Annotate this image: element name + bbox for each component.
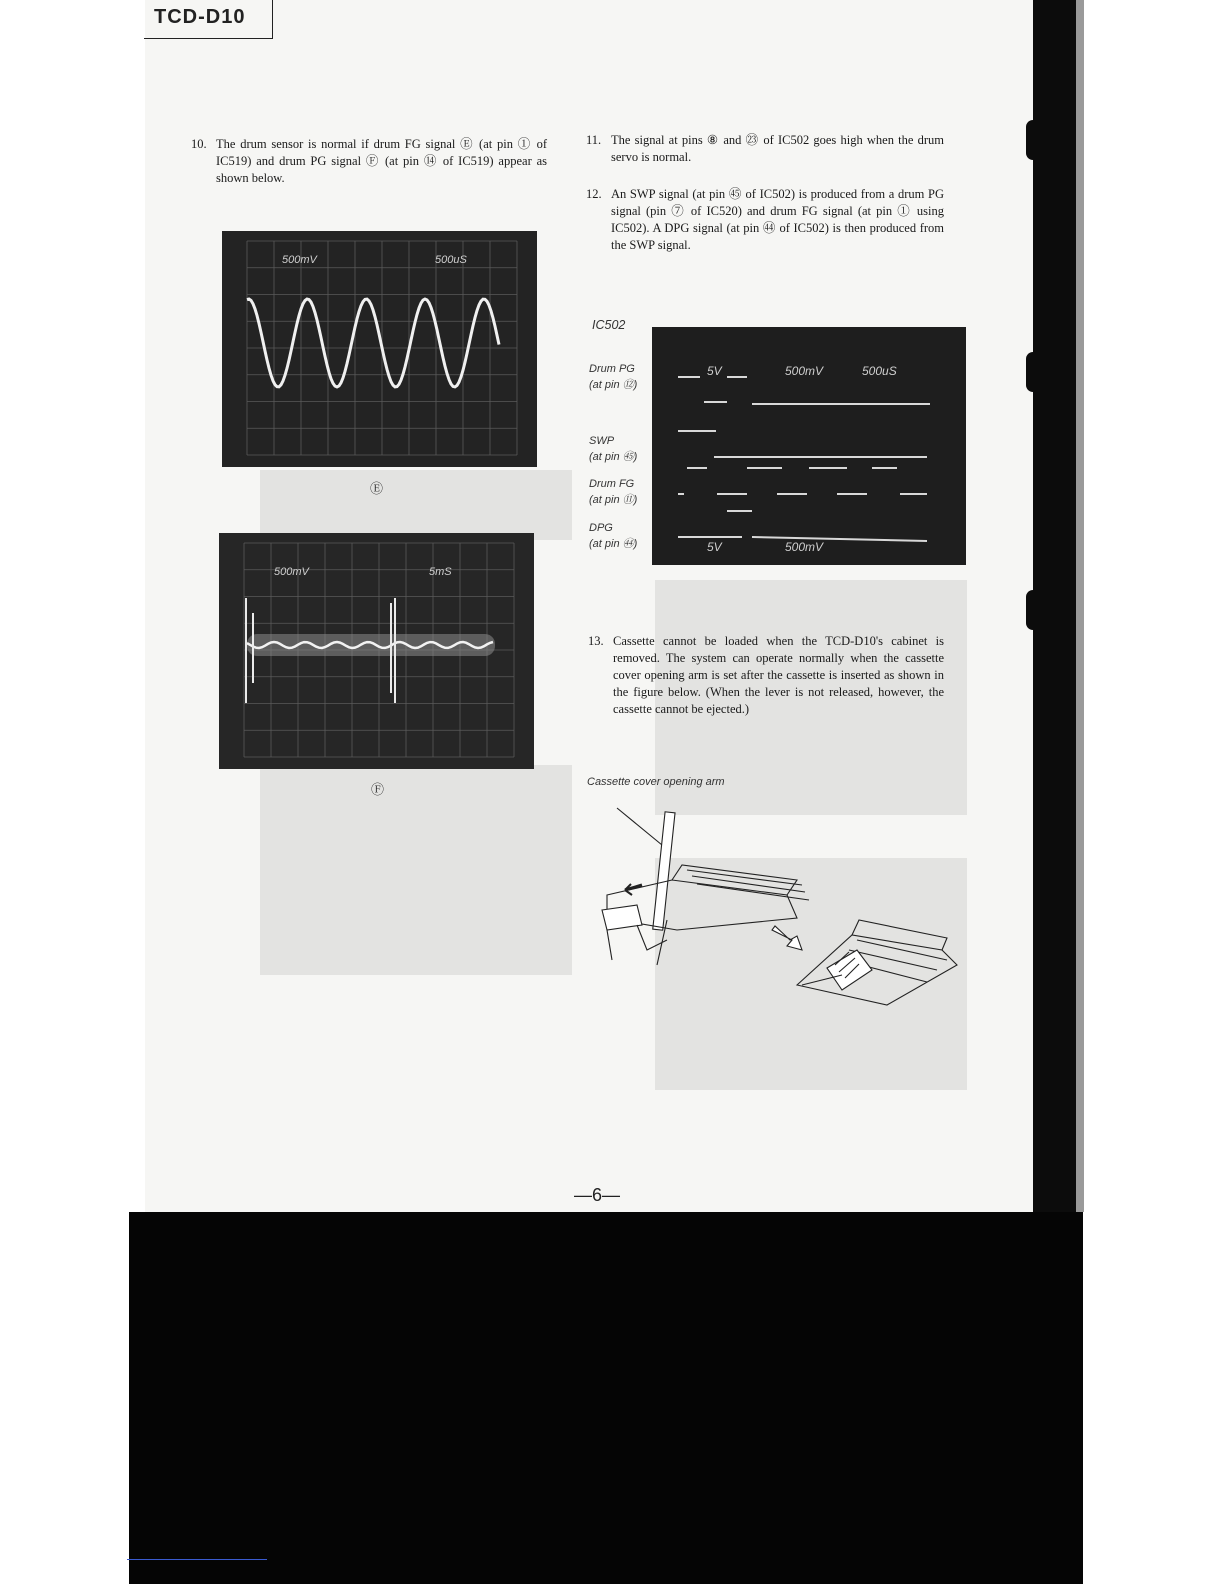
scan-shade — [260, 765, 572, 975]
figure-caption-e: Ⓔ — [370, 481, 384, 496]
binding-hole — [1026, 120, 1040, 160]
scan-border-bottom — [129, 1212, 1083, 1584]
model-header — [144, 0, 273, 39]
fg-signal-trace — [247, 299, 499, 387]
item-text: Cassette cannot be loaded when the TCD-D10's cabinet is removed. The system can operate normally when the cassette cover opening arm is set after the cassette is inserted as shown in the figure below. (When the lever is not released, however, the cassette cannot be ejected.) — [613, 634, 944, 716]
swp-trace — [678, 431, 927, 468]
figure-caption-f: Ⓕ — [371, 782, 385, 797]
drum-pg-trace — [678, 377, 930, 404]
signal-label-drum-fg — [589, 476, 637, 508]
signal-name: Drum PG — [589, 363, 635, 375]
time-label: 5mS — [429, 566, 452, 578]
item-text: The drum sensor is normal if drum FG signal Ⓔ (at pin ① of IC519) and drum PG signal Ⓕ (at pin ⑭ of IC519) appear as shown below. — [216, 137, 547, 185]
page-number: —6— — [574, 1185, 621, 1205]
signal-label-dpg — [589, 520, 637, 552]
oscilloscope-photo-ic502 — [652, 327, 966, 565]
item-13 — [588, 633, 944, 718]
oscilloscope-photo-e — [222, 231, 537, 467]
signal-name: Drum FG — [589, 478, 635, 490]
transition-arrow — [772, 926, 802, 950]
item-number: 11. — [586, 133, 602, 147]
time-label: 500uS — [862, 364, 897, 378]
binding-hole — [1026, 352, 1040, 392]
signal-pin: (at pin ⑪) — [589, 494, 638, 506]
leader-line — [617, 808, 662, 845]
volts-label-bottom: 5V — [707, 540, 722, 554]
volts-label-mid: 500mV — [785, 364, 824, 378]
signal-pin: (at pin ⑫) — [589, 379, 638, 391]
waveform-e — [222, 231, 537, 467]
signal-pin: (at pin ㊹) — [589, 538, 638, 550]
scan-edge — [1076, 0, 1084, 1212]
signal-name: SWP — [589, 435, 615, 447]
model-title: TCD-D10 — [154, 6, 246, 28]
time-label: 500uS — [435, 254, 467, 266]
scan-shade — [260, 470, 572, 540]
volts-label-top: 5V — [707, 364, 722, 378]
mechanism-detail — [797, 935, 957, 1005]
item-12 — [586, 186, 944, 254]
footer-rule — [127, 1559, 267, 1560]
oscilloscope-photo-f — [219, 533, 534, 769]
opening-arm — [653, 812, 675, 930]
signal-name: DPG — [589, 522, 613, 534]
item-number: 10. — [191, 137, 207, 151]
item-10 — [191, 136, 547, 187]
drum-fg-trace — [678, 494, 927, 511]
binding-hole — [1026, 590, 1040, 630]
waveform-f — [219, 533, 534, 769]
item-text: An SWP signal (at pin ㊺ of IC502) is produced from a drum PG signal (pin ⑦ of IC520) and drum FG signal (at pin ① using IC502). A DPG signal (at pin ㊹ of IC502) is then produced from the SWP signal. — [611, 187, 944, 252]
volts-label: 500mV — [282, 254, 317, 266]
figure-label: Cassette cover opening arm — [587, 776, 725, 788]
signal-pin: (at pin ㊺) — [589, 451, 638, 463]
item-text: The signal at pins ⑧ and ㉓ of IC502 goes high when the drum servo is normal. — [611, 133, 944, 164]
signal-label-drum-pg — [589, 361, 637, 393]
volts-label-bottom-right: 500mV — [785, 540, 824, 554]
cassette-mechanism-drawing — [587, 800, 972, 1010]
item-number: 12. — [586, 187, 602, 201]
ic502-title: IC502 — [592, 318, 626, 332]
signal-label-swp — [589, 433, 637, 465]
item-11 — [586, 132, 944, 166]
volts-label: 500mV — [274, 566, 309, 578]
item-number: 13. — [588, 634, 604, 648]
waveform-ic502 — [652, 327, 966, 565]
